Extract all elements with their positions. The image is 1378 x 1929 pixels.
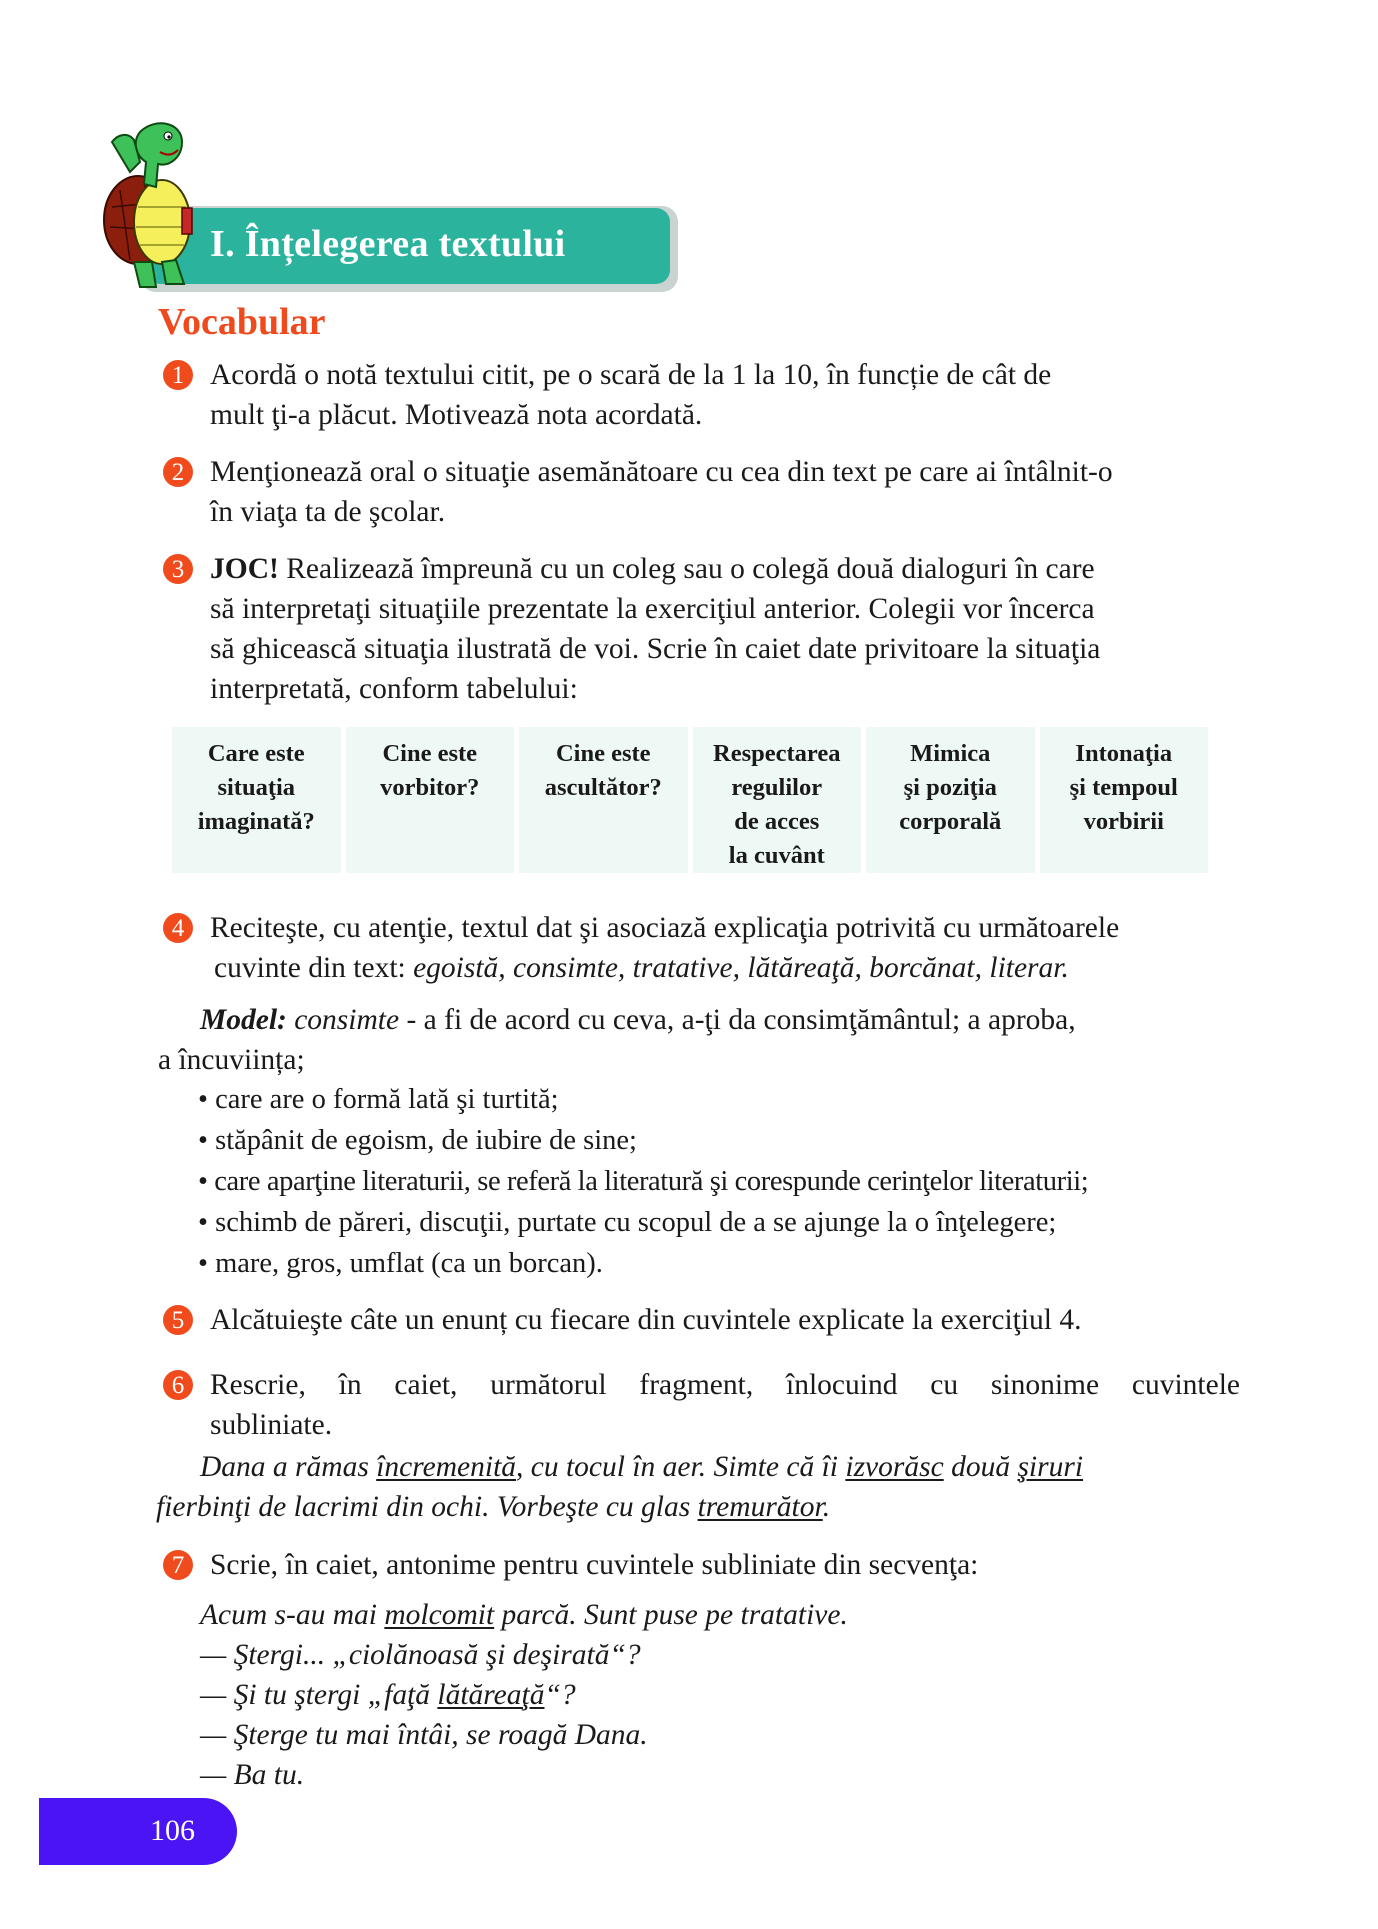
table-header-line: imaginată?	[197, 808, 315, 835]
table-header-cell	[866, 727, 1035, 873]
exercise-3-line-1	[210, 549, 1240, 589]
exercise-4-line-1: Reciteşte, cu atenţie, textul dat şi asociază explicaţia potrivită cu următoarele	[210, 912, 1120, 944]
exercise-6-line-1: Rescrie, în caiet, următorul fragment, înlocuind cu sinonime cuvintele	[210, 1369, 1240, 1401]
excerpt-text: Acum s-au mai	[200, 1599, 385, 1631]
definition-bullet: • mare, gros, umflat (ca un borcan).	[198, 1248, 603, 1279]
exercise-3-line-3: să ghicească situaţia ilustrată de voi. Scrie în caiet date privitoare la situaţia	[210, 633, 1101, 665]
exercise-number-badge: 2	[163, 457, 193, 487]
word-list: egoistă, consimte, tratative, lătăreaţă, borcănat, literar.	[413, 952, 1069, 984]
exercise-number-badge: 3	[163, 554, 193, 584]
section-banner-title: I. Înțelegerea textului	[210, 223, 566, 265]
exercise-number-badge: 4	[163, 913, 193, 943]
exercise-6-line-2: subliniate.	[210, 1409, 333, 1441]
table-header-line: Cine este	[382, 740, 478, 767]
model-line-2: a încuviința;	[158, 1044, 305, 1076]
dialogue-criteria-table	[172, 727, 1208, 873]
exercise-number-badge: 5	[163, 1305, 193, 1335]
exercise-2-line-2: în viaţa ta de şcolar.	[210, 496, 446, 528]
definition-bullet: • care are o formă lată şi turtită;	[198, 1084, 559, 1115]
fragment-text: , cu tocul în aer. Simte că îi	[516, 1451, 846, 1483]
fragment-line-1	[200, 1447, 1240, 1487]
table-header-line: vorbirii	[1083, 808, 1164, 835]
underlined-word: şiruri	[1017, 1451, 1084, 1483]
table-header-line: Cine este	[555, 740, 651, 767]
table-header-line: şi poziţia	[903, 774, 997, 801]
excerpt-text: “?	[544, 1679, 576, 1711]
table-header-line: şi tempoul	[1069, 774, 1178, 801]
table-header-cell	[519, 727, 688, 873]
excerpt-line-4: — Şterge tu mai întâi, se roagă Dana.	[200, 1719, 648, 1751]
table-header-line: Care este	[207, 740, 305, 767]
excerpt-line-5: — Ba tu.	[200, 1759, 305, 1791]
underlined-word: lătăreaţă	[437, 1679, 545, 1711]
excerpt-line-2: — Ştergi... „ciolănoasă şi deşirată“?	[200, 1639, 641, 1671]
exercise-number-badge: 1	[163, 360, 193, 390]
exercise-number-badge: 7	[163, 1550, 193, 1580]
model-word: consimte	[294, 1004, 400, 1036]
exercise-4-line-2	[214, 948, 1244, 988]
fragment-text: Dana a rămas	[200, 1451, 377, 1483]
table-header-cell	[346, 727, 515, 873]
exercise-1-line-1: Acordă o notă textului citit, pe o scară de la 1 la 10, în funcție de cât de	[210, 359, 1052, 391]
underlined-word: molcomit	[384, 1599, 495, 1631]
table-header-line: corporală	[899, 808, 1002, 835]
table-header-line: vorbitor?	[380, 774, 480, 801]
vocabulary-heading: Vocabular	[158, 301, 326, 343]
table-header-line: de acces	[734, 808, 820, 835]
exercise-5-line-1: Alcătuieşte câte un enunț cu fiecare din cuvintele explicate la exerciţiul 4.	[210, 1304, 1082, 1336]
table-header-line: ascultător?	[544, 774, 662, 801]
exercise-1-line-2: mult ţi-a plăcut. Motivează nota acordată.	[210, 399, 703, 431]
page-number: 106	[150, 1814, 195, 1847]
definition-bullet: • stăpânit de egoism, de iubire de sine;	[198, 1125, 637, 1156]
underlined-word: izvorăsc	[845, 1451, 944, 1483]
table-header-cell	[172, 727, 341, 873]
fragment-text: fierbinţi de lacrimi din ochi. Vorbeşte cu glas	[156, 1491, 698, 1523]
definition-bullet: • care aparţine literaturii, se referă la literatură şi corespunde cerinţelor literaturii;	[198, 1166, 1089, 1197]
table-header-line: la cuvânt	[728, 842, 825, 869]
exercise-7-line-1: Scrie, în caiet, antonime pentru cuvintele subliniate din secvenţa:	[210, 1549, 979, 1581]
exercise-3-line-2: să interpretaţi situaţiile prezentate la exerciţiul anterior. Colegii vor încerca	[210, 593, 1095, 625]
table-header-cell	[1040, 727, 1209, 873]
model-definition: - a fi de acord cu ceva, a-ţi da consimţământul; a aproba,	[399, 1004, 1076, 1036]
fragment-text: .	[822, 1491, 831, 1523]
model-label: Model:	[200, 1004, 287, 1036]
model-line-1	[200, 1000, 1240, 1040]
words-intro: cuvinte din text:	[214, 952, 414, 984]
excerpt-line-1	[200, 1595, 1230, 1635]
underlined-word: încremenită	[376, 1451, 517, 1483]
exercise-number-badge: 6	[163, 1370, 193, 1400]
excerpt-line-3	[200, 1675, 1230, 1715]
table-header-line: Mimica	[910, 740, 991, 767]
exercise-3-line-4: interpretată, conform tabelului:	[210, 673, 578, 705]
table-header-line: regulilor	[731, 774, 823, 801]
table-header-cell	[693, 727, 862, 873]
excerpt-text: parcă. Sunt puse pe tratative.	[494, 1599, 848, 1631]
fragment-text: două	[943, 1451, 1018, 1483]
exercise-3-text: Realizează împreună cu un coleg sau o colegă două dialoguri în care	[278, 553, 1095, 585]
excerpt-text: — Şi tu ştergi „faţă	[200, 1679, 438, 1711]
turtle-mascot-icon	[100, 112, 210, 292]
table-header-line: situaţia	[217, 774, 296, 801]
page-number-badge	[39, 1798, 237, 1865]
table-header-line: Respectarea	[713, 740, 841, 767]
fragment-line-2	[156, 1487, 1186, 1527]
definition-bullet: • schimb de păreri, discuţii, purtate cu scopul de a se ajunge la o înţelegere;	[198, 1207, 1057, 1238]
game-label: JOC!	[210, 553, 279, 585]
underlined-word: tremurător	[697, 1491, 823, 1523]
table-header-line: Intonaţia	[1075, 740, 1173, 767]
exercise-2-line-1: Menţionează oral o situaţie asemănătoare cu cea din text pe care ai întâlnit-o	[210, 456, 1113, 488]
